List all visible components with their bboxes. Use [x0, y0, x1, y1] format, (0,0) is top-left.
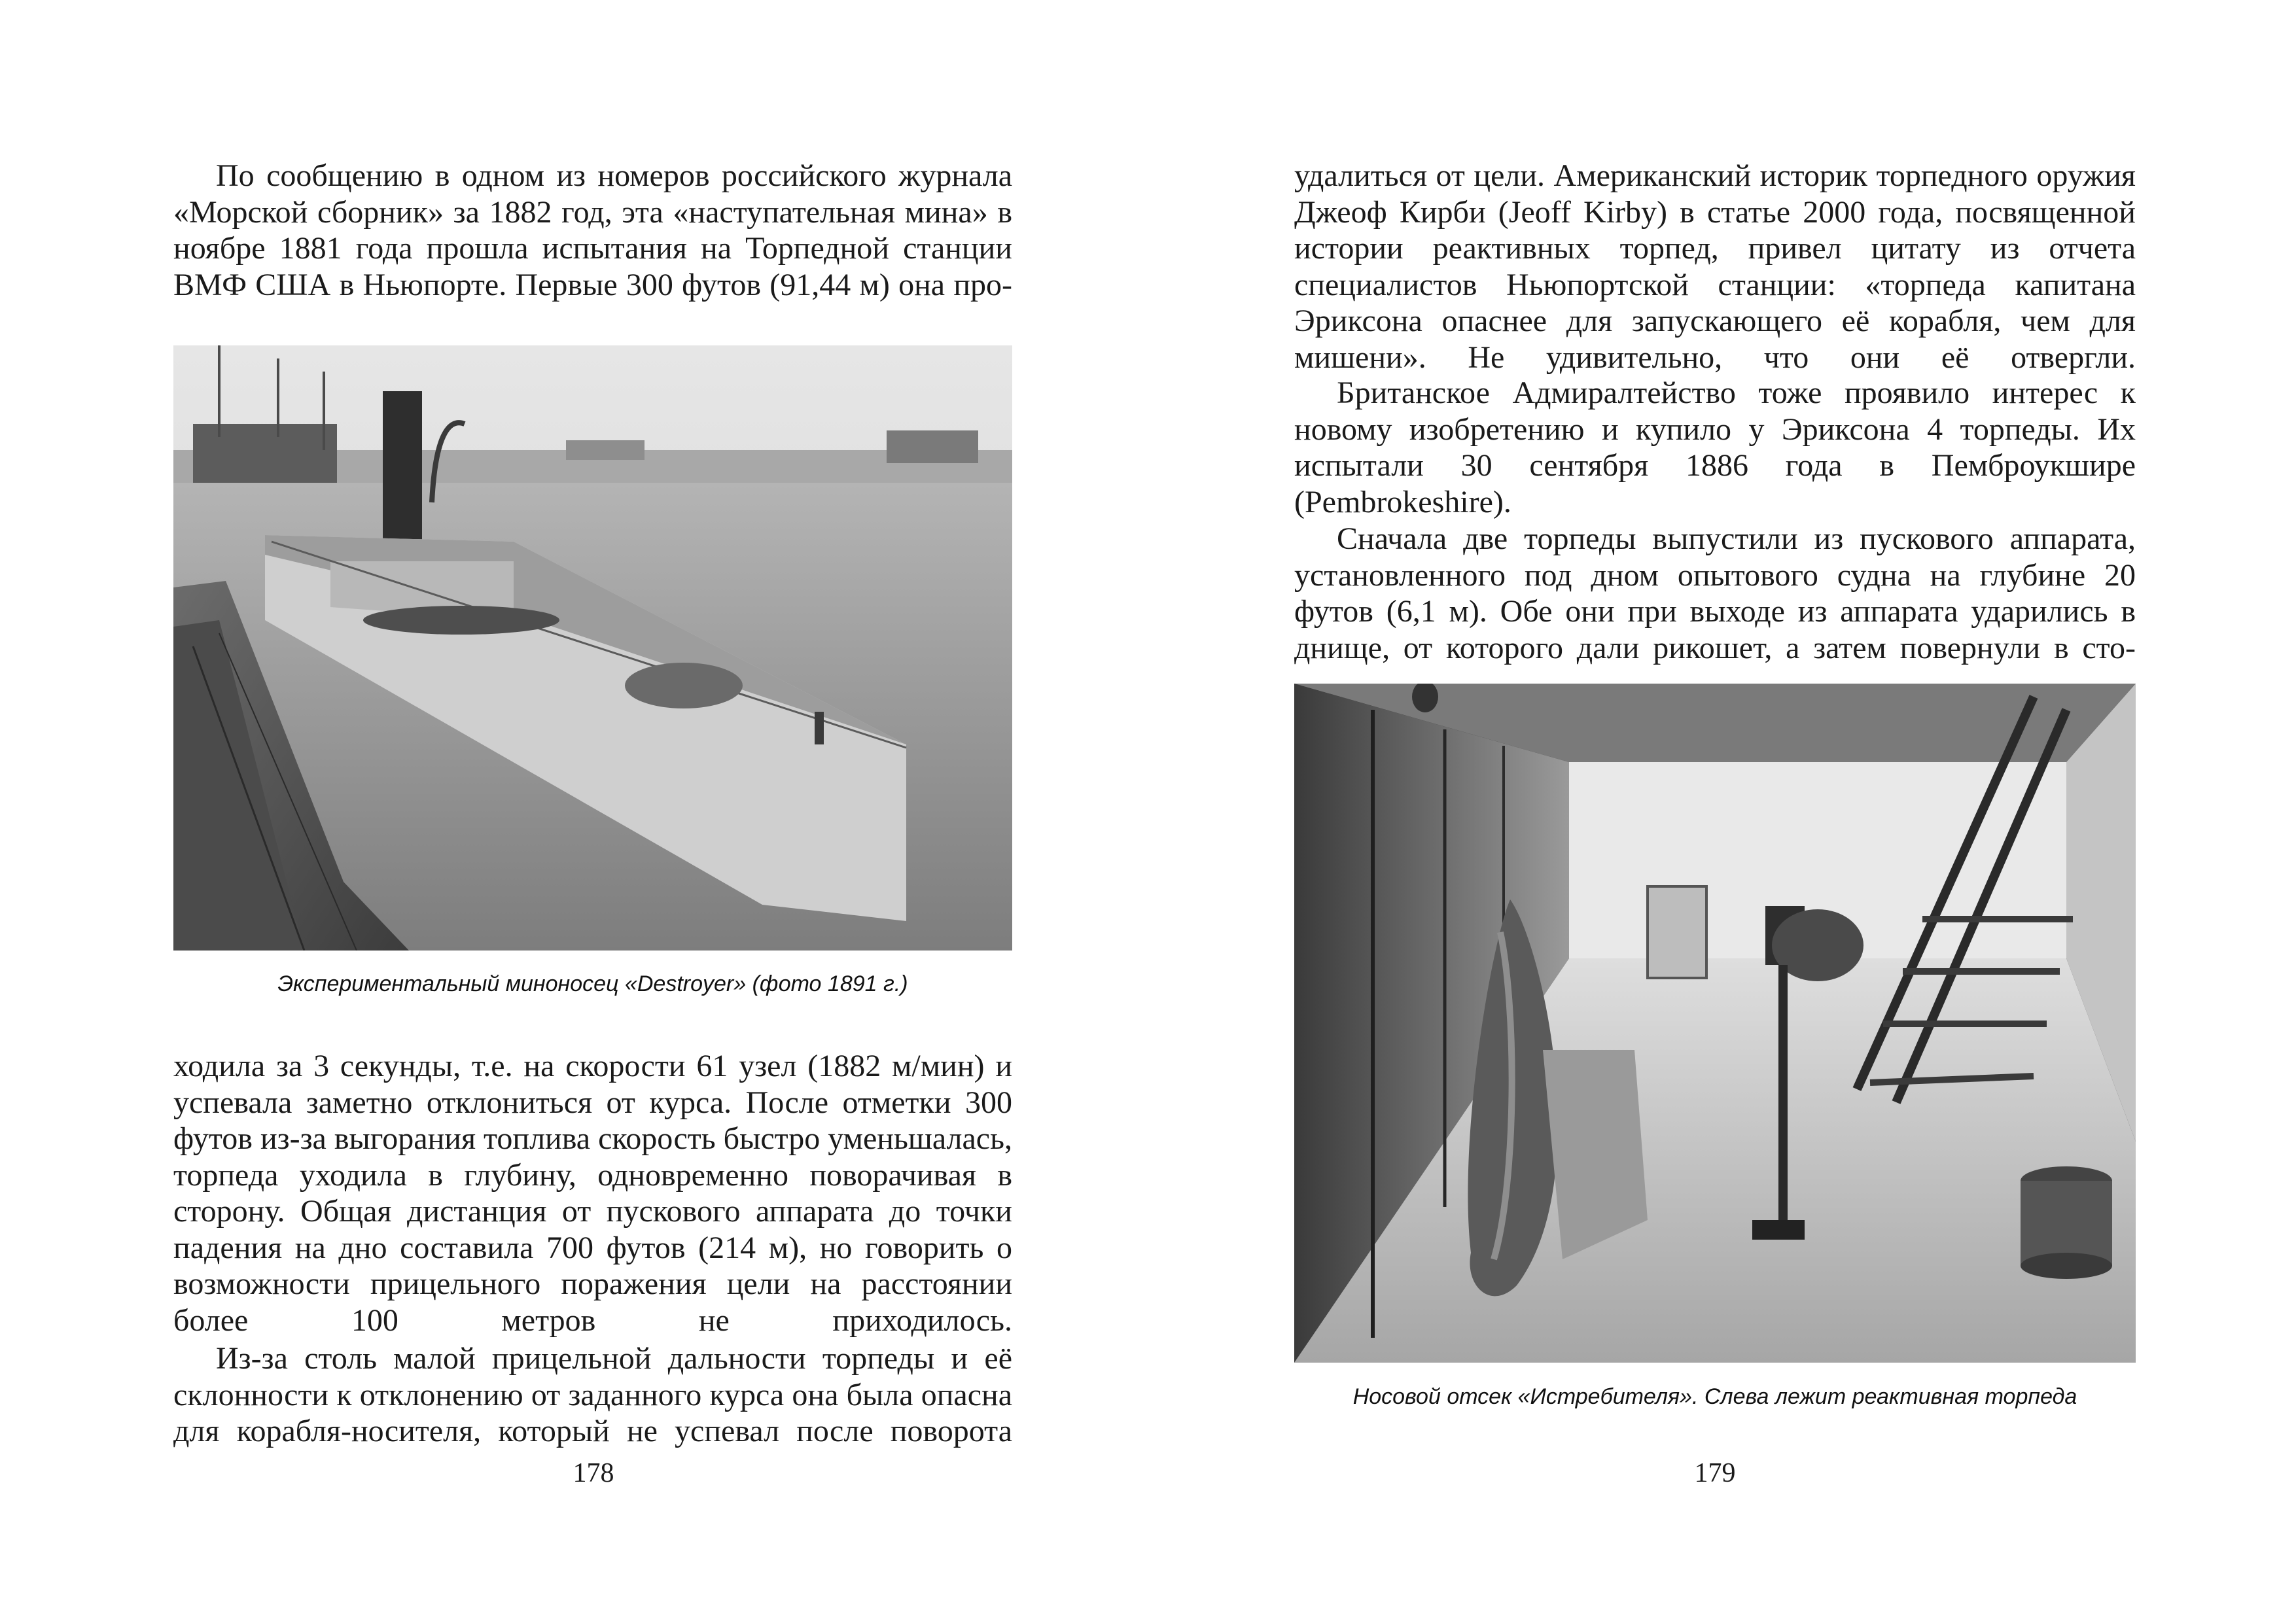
left-page-number: 178 — [573, 1458, 614, 1488]
left-paragraph-2: ходила за 3 секунды, т.е. на скорости 61 узел (1882 м/мин) и успевала заметно отклониться от курса. После отметки 300 футов из-за выгорания топлива скорость быстро уменьшалась, торпеда уходила в глубину, одновременно поворачивая в сторону. Общая дистанция от пускового аппарата до точки падения на дно составила 700 футов (214 м), но говорить о возможности прицельного поражения цели на расстоянии более 100 метров не приходилось. — [173, 1049, 1012, 1338]
left-paragraph-1: По сообщению в одном из номеров российского журнала «Морской сборник» за 1882 год, эта «наступательная мина» в ноябре 1881 года прошла испытания на Торпедной станции ВМФ США в Ньюпорте. Первые 300 футов (91,44 м) она про- — [173, 158, 1012, 302]
destroyer-photo — [173, 345, 1012, 951]
right-page — [1148, 0, 2296, 1623]
right-paragraph-2: Британское Адмиралтейство тоже проявило интерес к новому изобретению и купило у Эриксона 4 торпеды. Их испытали 30 сентября 1886 года в Пемброукшире (Pembrokeshire). — [1294, 375, 2136, 519]
torpedo-compartment-photo — [1294, 684, 2136, 1363]
right-paragraph-3: Сначала две торпеды выпустили из пускового аппарата, установленного под дном опытового судна на глубине 20 футов (6,1 м). Обе они при выходе из аппарата ударились в днище, от которого дали рикошет, а затем повернули в сто- — [1294, 521, 2136, 665]
left-figure-caption: Экспериментальный миноносец «Destroyer» (фото 1891 г.) — [277, 971, 908, 996]
right-page-number: 179 — [1694, 1458, 1736, 1488]
right-figure-caption: Носовой отсек «Истребителя». Слева лежит реактивная торпеда — [1352, 1384, 2077, 1409]
right-paragraph-1: удалиться от цели. Американский историк торпедного оружия Джеоф Кирби (Jeoff Kirby) в статье 2000 года, посвященной истории реактивных торпед, привел цитату из отчета специалистов Ньюпортской станции: «торпеда капитана Эриксона опаснее для запускающего её корабля, чем для мишени». Не удивительно, что они её отвергли. — [1294, 158, 2136, 375]
left-paragraph-3: Из-за столь малой прицельной дальности торпеды и её склонности к отклонению от заданного курса она была опасна для корабля-носителя, который не успевал после поворота — [173, 1341, 1012, 1448]
